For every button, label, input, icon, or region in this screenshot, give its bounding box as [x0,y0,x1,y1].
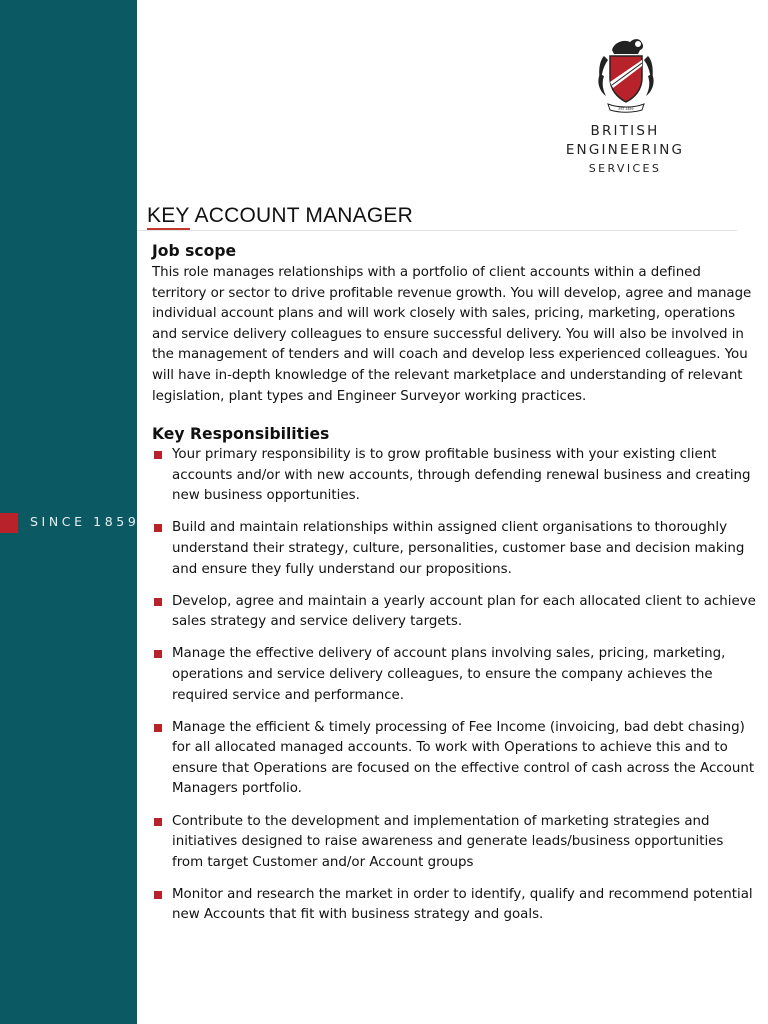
list-item-text: Manage the efficient & timely processing of Fee Income (invoicing, bad debt chasing) for all allocated managed accounts. To work with Operations to achieve this and to ensure that Operations are focused on the effective control of cash across the Account Managers portfolio. [172,719,755,797]
title-key-word: KEY [147,204,190,227]
document-title [147,204,413,232]
logo-wordmark [560,122,690,178]
bullet-square-icon [154,650,162,658]
crest-icon [594,34,658,118]
list-item-text: Your primary responsibility is to grow profitable business with your existing client accounts and/or with new accounts, through defending renewal business and creating new business opportunities. [172,447,751,504]
list-item [152,718,758,800]
list-item-text: Build and maintain relationships within assigned client organisations to thoroughly understand their strategy, culture, personalities, customer base and decision making and ensure they fully understand our propositions. [172,520,745,577]
title-divider [137,230,737,231]
bullet-square-icon [154,524,162,532]
title-rest: ACCOUNT MANAGER [189,204,413,227]
list-item-text: Develop, agree and maintain a yearly account plan for each allocated client to achieve sales strategy and service delivery targets. [172,593,756,630]
since-marker [0,513,18,533]
list-item [152,812,758,874]
responsibilities-list [152,445,758,926]
list-item [152,518,758,580]
bullet-square-icon [154,818,162,826]
list-item-text: Manage the effective delivery of account plans involving sales, pricing, marketing, operations and service delivery colleagues, to ensure the company achieves the required service and performance. [172,646,726,703]
responsibilities-heading: Key Responsibilities [152,425,330,444]
list-item [152,445,758,507]
list-item-text: Contribute to the development and implementation of marketing strategies and initiatives designed to raise awareness and generate leads/business opportunities from target Customer and/or Account groups [172,813,724,870]
list-item [152,644,758,706]
list-item [152,592,758,633]
company-logo [560,34,690,184]
job-scope-heading: Job scope [152,242,237,260]
bullet-square-icon [154,598,162,606]
list-item [152,885,758,926]
bullet-square-icon [154,891,162,899]
job-scope-text: This role manages relationships with a portfolio of client accounts within a defined territory or sector to drive profitable revenue growth. You will develop, agree and manage individual account plans and will work closely with sales, pricing, marketing, operations and service delivery colleagues to ensure successful delivery. You will also be involved in the management of tenders and will coach and develop less experienced colleagues. You will have in-depth knowledge of the relevant marketplace and understanding of relevant legislation, plant types and Engineer Surveyor working practices. [152,265,752,404]
bullet-square-icon [154,724,162,732]
bullet-square-icon [154,451,162,459]
document-body [152,240,758,938]
crest-text: EST 1859 [618,107,634,111]
logo-line-1: BRITISH [590,123,660,139]
logo-line-3: SERVICES [588,162,662,175]
sidebar-band [0,0,140,1024]
list-item-text: Monitor and research the market in order to identify, qualify and recommend potential new Accounts that fit with business strategy and goals. [172,886,753,923]
logo-line-2: ENGINEERING [565,142,685,158]
since-label: SINCE 1859 [30,514,140,529]
